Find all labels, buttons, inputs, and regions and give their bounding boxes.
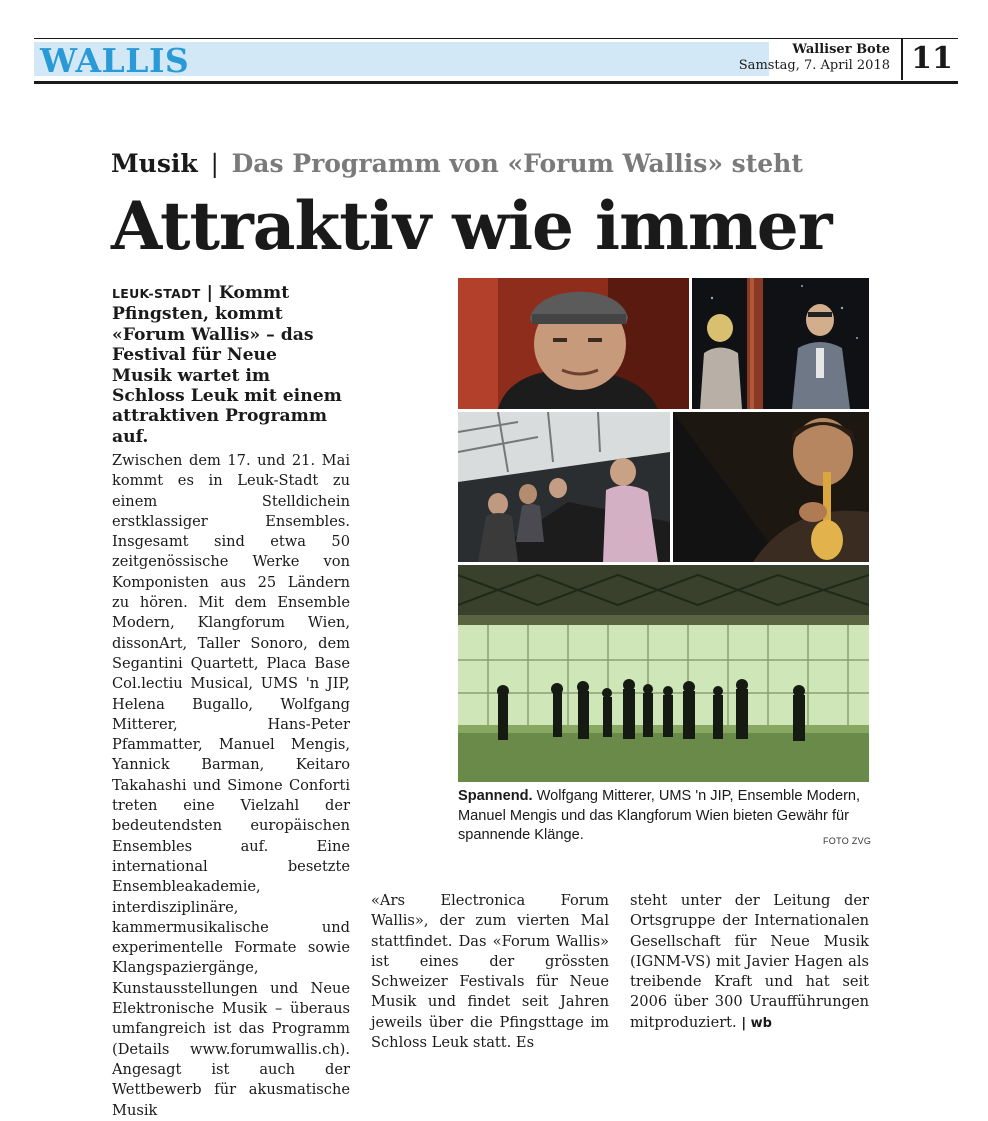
- body-column-3: [630, 891, 869, 1034]
- photo-rehearsal-table: [458, 412, 670, 562]
- kicker-topic: Musik: [111, 149, 198, 178]
- lead-paragraph: [112, 283, 342, 447]
- body-column-2: [371, 891, 609, 1053]
- body-text-1: Zwischen dem 17. und 21. Mai kommt es in Leuk-Stadt zu einem Stelldichein erstklassiger Ensembles. Insgesamt sind etwa 50 zeitgenössische Werke von Komponisten aus 25 Ländern zu hören. Mit dem Ensemble Modern, Klangforum Wien, dissonArt, Taller Sonoro, dem Segantini Quartett, Placa Base Col.lectiu Musical, UMS 'n JIP, Helena Bugallo, Wolfgang Mitterer, Hans-Peter Pfammatter, Manuel Mengis, Yannick Barman, Keitaro Takahashi und Simone Conforti treten eine Vielzahl der bedeutendsten europäischen Ensembles auf. Eine international besetzte Ensembleakademie, interdisziplinäre, kammermusikalische und experimentelle Formate sowie Klangspaziergänge, Kunstausstellungen und Neue Elektronische Musik – überaus umfangreich ist das Programm (Details www.forumwallis.ch). Angesagt ist auch der Wettbewerb für akusmatische Musik: [112, 452, 350, 1119]
- issue-date: Samstag, 7. April 2018: [738, 58, 890, 73]
- body-column-1: [112, 451, 350, 1121]
- kicker: [111, 148, 803, 180]
- headline: Attraktiv wie immer: [111, 187, 832, 265]
- body-text-3: steht unter der Leitung der Ortsgruppe der Internationalen Gesellschaft für Neue Musik (IGNM-VS) mit Javier Hagen als treibende Kraft und hat seit 2006 über 300 Uraufführungen mitproduziert.: [630, 892, 869, 1031]
- body-text-2: «Ars Electronica Forum Wallis», der zum vierten Mal stattfindet. Das «Forum Wallis» ist eines der grössten Schweizer Festivals für Neue Musik und findet seit Jahren jeweils über die Pfingsttage im Schloss Leuk statt. Es: [371, 892, 609, 1052]
- page-number-divider: [901, 39, 903, 80]
- dateline-separator: |: [206, 283, 213, 303]
- photo-credit: FOTO ZVG: [823, 836, 872, 846]
- caption-text: Wolfgang Mitterer, UMS 'n JIP, Ensemble Modern, Manuel Mengis und das Klangforum Wien bieten Gewähr für spannende Klänge.: [458, 788, 861, 843]
- paper-info: [739, 42, 890, 74]
- page-number: 11: [911, 41, 953, 76]
- masthead: [34, 38, 958, 84]
- kicker-subtitle: Das Programm von «Forum Wallis» steht: [231, 149, 803, 178]
- photo-portrait-beanie: [458, 278, 689, 409]
- photo-stage-performers: [692, 278, 869, 409]
- lead-text: Kommt Pfingsten, kommt «Forum Wallis» – das Festival für Neue Musik wartet im Schloss Leuk mit einem attraktiven Programm auf.: [112, 283, 342, 447]
- photo-ensemble-hall: [458, 565, 869, 782]
- caption-lead: Spannend.: [458, 788, 533, 804]
- dateline: LEUK-STADT: [112, 286, 201, 301]
- photo-trumpet-player: [673, 412, 869, 562]
- section-banner: [34, 41, 769, 80]
- author-signoff: | wb: [741, 1015, 772, 1031]
- kicker-separator: |: [210, 149, 219, 178]
- paper-name: Walliser Bote: [792, 42, 890, 57]
- photo-caption: [458, 787, 872, 846]
- section-title: WALLIS: [40, 41, 190, 80]
